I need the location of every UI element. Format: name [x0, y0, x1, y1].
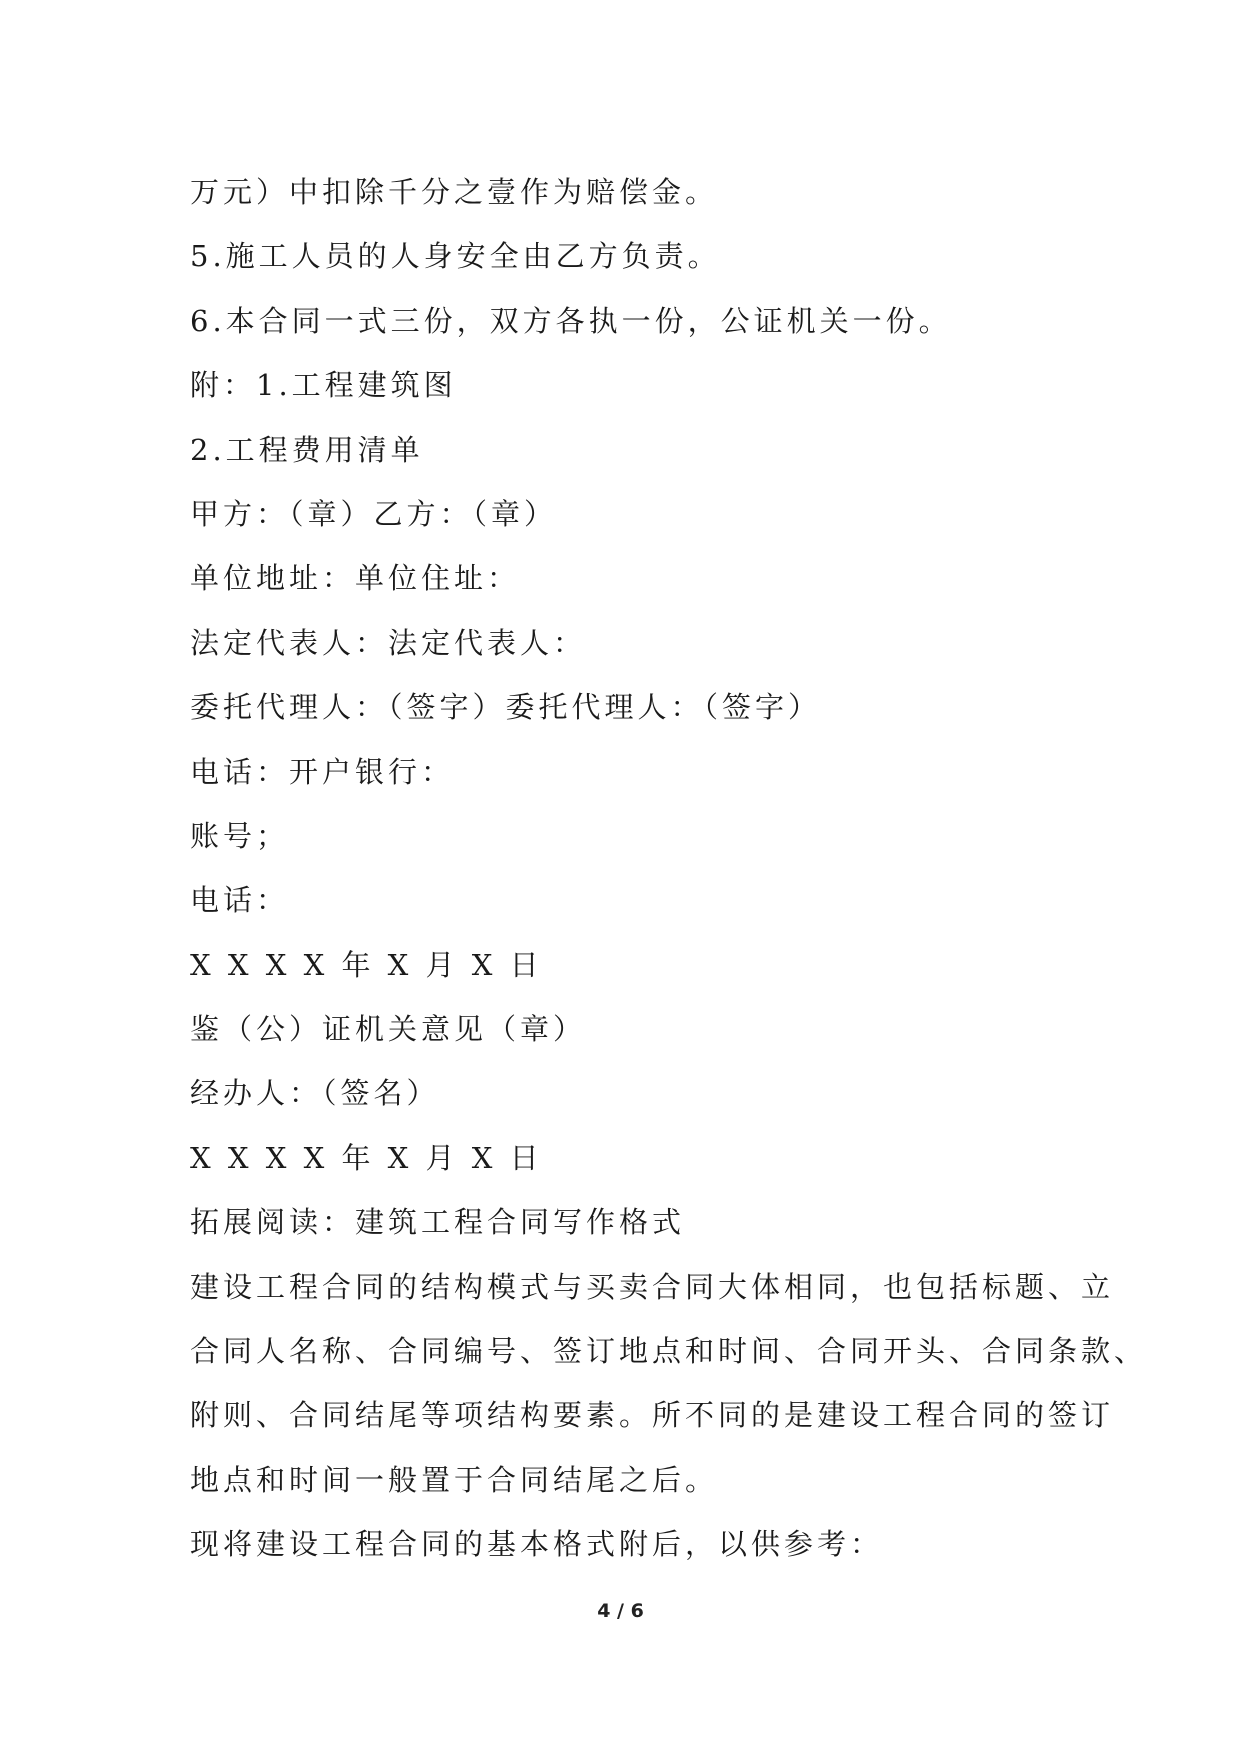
text-line: 单位地址：单位住址： — [190, 561, 521, 596]
page-number: 4 / 6 — [597, 1600, 644, 1622]
text-line: 经办人：（签名） — [190, 1076, 440, 1111]
text-line: 2.工程费用清单 — [190, 432, 424, 467]
text-line: X X X X 年 X 月 X 日 — [190, 1140, 543, 1175]
text-line: 委托代理人：（签字）委托代理人：（签字） — [190, 690, 822, 725]
text-line: 法定代表人：法定代表人： — [190, 625, 587, 660]
document-body — [190, 160, 1148, 1577]
text-line: 万元）中扣除千分之壹作为赔偿金。 — [190, 175, 719, 209]
text-line: 电话： — [190, 883, 290, 918]
text-line: 合同人名称、合同编号、签订地点和时间、合同开头、合同条款、 — [190, 1334, 1148, 1369]
text-line: 电话：开户银行： — [190, 754, 455, 789]
text-line: 现将建设工程合同的基本格式附后，以供参考： — [190, 1527, 884, 1562]
text-line: X X X X 年 X 月 X 日 — [190, 947, 543, 982]
text-line: 账号； — [190, 818, 290, 853]
text-line: 建设工程合同的结构模式与买卖合同大体相同，也包括标题、立 — [190, 1269, 1115, 1304]
text-line: 附：1.工程建筑图 — [190, 368, 457, 403]
text-line: 地点和时间一般置于合同结尾之后。 — [190, 1462, 719, 1497]
text-line: 5.施工人员的人身安全由乙方负责。 — [190, 239, 721, 274]
text-line: 拓展阅读：建筑工程合同写作格式 — [190, 1205, 686, 1240]
text-line: 鉴（公）证机关意见（章） — [190, 1012, 587, 1047]
text-line: 甲方：（章）乙方：（章） — [190, 496, 558, 531]
text-line: 6.本合同一式三份，双方各执一份，公证机关一份。 — [190, 303, 952, 338]
text-line: 附则、合同结尾等项结构要素。所不同的是建设工程合同的签订 — [190, 1398, 1115, 1433]
